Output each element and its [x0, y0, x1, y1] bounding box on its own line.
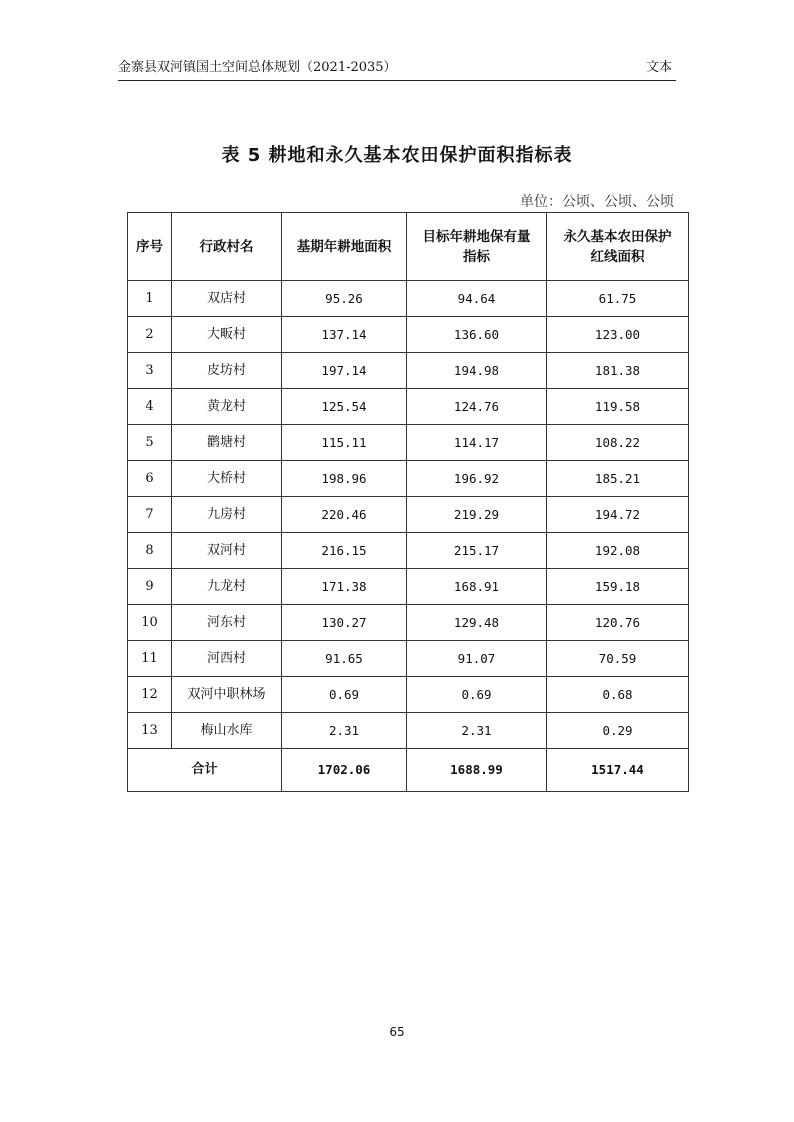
total-base: 1702.06	[282, 749, 407, 792]
table-row	[128, 641, 689, 677]
table-title: 表 5 耕地和永久基本农田保护面积指标表	[221, 145, 573, 166]
cell-protect-area: 61.75	[547, 281, 689, 317]
cell-protect-area: 0.29	[547, 713, 689, 749]
cell-target-area: 215.17	[407, 533, 547, 569]
cell-village: 九房村	[172, 497, 282, 533]
cell-target-area: 129.48	[407, 605, 547, 641]
cell-protect-area: 159.18	[547, 569, 689, 605]
table-row	[128, 677, 689, 713]
cell-base-area: 115.11	[282, 425, 407, 461]
table-row	[128, 461, 689, 497]
section-label: 文本	[645, 60, 672, 75]
table-row	[128, 569, 689, 605]
cell-base-area: 130.27	[282, 605, 407, 641]
table-row	[128, 713, 689, 749]
cell-protect-area: 0.68	[547, 677, 689, 713]
cell-no: 2	[128, 317, 172, 353]
total-target: 1688.99	[407, 749, 547, 792]
cell-target-area: 124.76	[407, 389, 547, 425]
header-no: 序号	[128, 213, 172, 281]
cell-base-area: 0.69	[282, 677, 407, 713]
page-number: 65	[389, 1025, 405, 1039]
cell-protect-area: 119.58	[547, 389, 689, 425]
cell-target-area: 114.17	[407, 425, 547, 461]
cell-target-area: 0.69	[407, 677, 547, 713]
table-row	[128, 353, 689, 389]
cell-no: 13	[128, 713, 172, 749]
cell-no: 9	[128, 569, 172, 605]
cell-no: 11	[128, 641, 172, 677]
cell-no: 3	[128, 353, 172, 389]
table-header-row	[128, 213, 689, 281]
cell-base-area: 197.14	[282, 353, 407, 389]
cell-base-area: 2.31	[282, 713, 407, 749]
cell-village: 河东村	[172, 605, 282, 641]
header-divider	[118, 80, 676, 81]
cell-village: 双河中职林场	[172, 677, 282, 713]
cell-no: 12	[128, 677, 172, 713]
cell-village: 双河村	[172, 533, 282, 569]
cell-target-area: 136.60	[407, 317, 547, 353]
cell-target-area: 196.92	[407, 461, 547, 497]
cell-village: 黄龙村	[172, 389, 282, 425]
cell-target-area: 94.64	[407, 281, 547, 317]
cell-base-area: 125.54	[282, 389, 407, 425]
cell-target-area: 219.29	[407, 497, 547, 533]
cell-protect-area: 70.59	[547, 641, 689, 677]
cell-target-area: 194.98	[407, 353, 547, 389]
cell-village: 鹳塘村	[172, 425, 282, 461]
cell-village: 皮坊村	[172, 353, 282, 389]
cell-no: 8	[128, 533, 172, 569]
cell-base-area: 137.14	[282, 317, 407, 353]
cell-protect-area: 108.22	[547, 425, 689, 461]
document-title: 金寨县双河镇国土空间总体规划（2021-2035）	[118, 60, 397, 75]
cell-protect-area: 123.00	[547, 317, 689, 353]
cell-no: 1	[128, 281, 172, 317]
cell-base-area: 198.96	[282, 461, 407, 497]
total-protect: 1517.44	[547, 749, 689, 792]
cell-village: 双店村	[172, 281, 282, 317]
table-row	[128, 281, 689, 317]
table-row	[128, 389, 689, 425]
cell-no: 7	[128, 497, 172, 533]
cell-target-area: 2.31	[407, 713, 547, 749]
cell-base-area: 171.38	[282, 569, 407, 605]
header-target-area: 目标年耕地保有量 指标	[407, 213, 547, 281]
total-row	[128, 749, 689, 792]
header-protect-area: 永久基本农田保护 红线面积	[547, 213, 689, 281]
farmland-index-table	[127, 212, 689, 792]
cell-village: 大桥村	[172, 461, 282, 497]
cell-base-area: 95.26	[282, 281, 407, 317]
table-row	[128, 533, 689, 569]
cell-protect-area: 120.76	[547, 605, 689, 641]
table-row	[128, 497, 689, 533]
cell-protect-area: 181.38	[547, 353, 689, 389]
cell-protect-area: 192.08	[547, 533, 689, 569]
cell-village: 河西村	[172, 641, 282, 677]
header-base-area: 基期年耕地面积	[282, 213, 407, 281]
unit-note: 单位：公顷、公顷、公顷	[520, 194, 674, 210]
cell-village: 九龙村	[172, 569, 282, 605]
table-row	[128, 317, 689, 353]
total-label: 合计	[128, 749, 282, 792]
cell-target-area: 168.91	[407, 569, 547, 605]
cell-base-area: 91.65	[282, 641, 407, 677]
table-body	[128, 281, 689, 792]
table-row	[128, 605, 689, 641]
cell-no: 6	[128, 461, 172, 497]
page-header	[118, 58, 676, 78]
cell-protect-area: 185.21	[547, 461, 689, 497]
table-row	[128, 425, 689, 461]
cell-no: 10	[128, 605, 172, 641]
cell-protect-area: 194.72	[547, 497, 689, 533]
cell-no: 5	[128, 425, 172, 461]
header-village: 行政村名	[172, 213, 282, 281]
cell-target-area: 91.07	[407, 641, 547, 677]
cell-base-area: 220.46	[282, 497, 407, 533]
cell-village: 梅山水库	[172, 713, 282, 749]
cell-base-area: 216.15	[282, 533, 407, 569]
cell-no: 4	[128, 389, 172, 425]
cell-village: 大畈村	[172, 317, 282, 353]
